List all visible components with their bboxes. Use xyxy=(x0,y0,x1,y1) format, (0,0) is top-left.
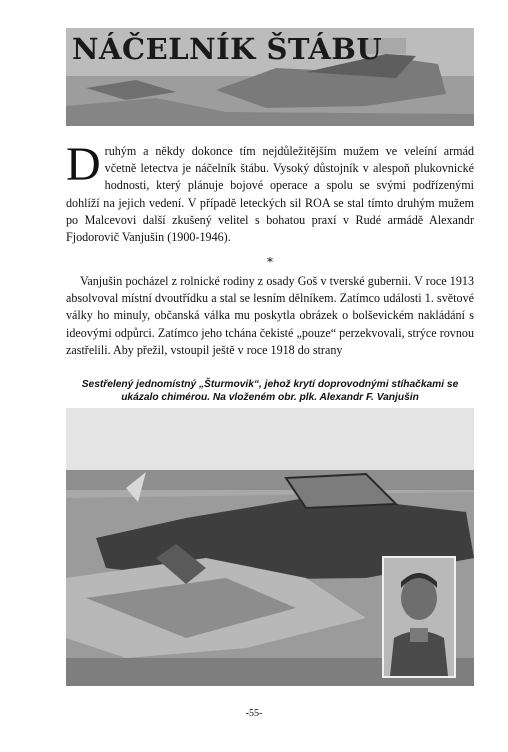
header-banner xyxy=(66,28,474,126)
page-number: -55- xyxy=(245,708,263,719)
page-title: NÁČELNÍK ŠTÁBU xyxy=(72,32,383,66)
portrait-inset xyxy=(382,556,456,678)
photo-caption: Sestřelený jednomístný „Šturmovik“, jehož krytí doprovodnými stíhačkami se ukázalo chimérou. Na vloženém obr. plk. Alexandr F. Vanjušin xyxy=(81,379,459,403)
paragraph-intro-text: ruhým a někdy dokonce tím nejdůležitějším mužem ve veleíní armád včetně letectva je náčelník štábu. Vysoký důstojník v alespoň plukovnické hodnosti, který plánuje bojové operace a spolu se svými podřízenými dohlíží na jejich vedení. V případě leteckých sil ROA se stal tímto druhým mužem po Malcevovi další zkušený velitel s bohatou praxí v Rudé armádě Alexandr Fjodorovič Vanjušin (1900-1946). xyxy=(66,144,474,245)
portrait-image xyxy=(384,558,454,676)
drop-cap: D xyxy=(66,138,101,191)
wreck-photo xyxy=(66,408,474,686)
section-separator: * xyxy=(267,255,273,269)
paragraph-biography: Vanjušin pocházel z rolnické rodiny z osady Goš v tverské gubernii. V roce 1913 absolvoval místní dvoutřídku a stal se lesním dělníkem. Zatímco události 1. světové války ho minuly, občanská válka mu poskytla obrázek o bolševickém nakládání s ideovými odpůrci. Zatímco jeho tchána čekisté „pouze“ perzekvovali, strýce rovnou zastřelili. Aby přežil, vstoupil ještě v roce 1918 do strany xyxy=(66,274,474,357)
paragraph-intro xyxy=(66,138,474,246)
